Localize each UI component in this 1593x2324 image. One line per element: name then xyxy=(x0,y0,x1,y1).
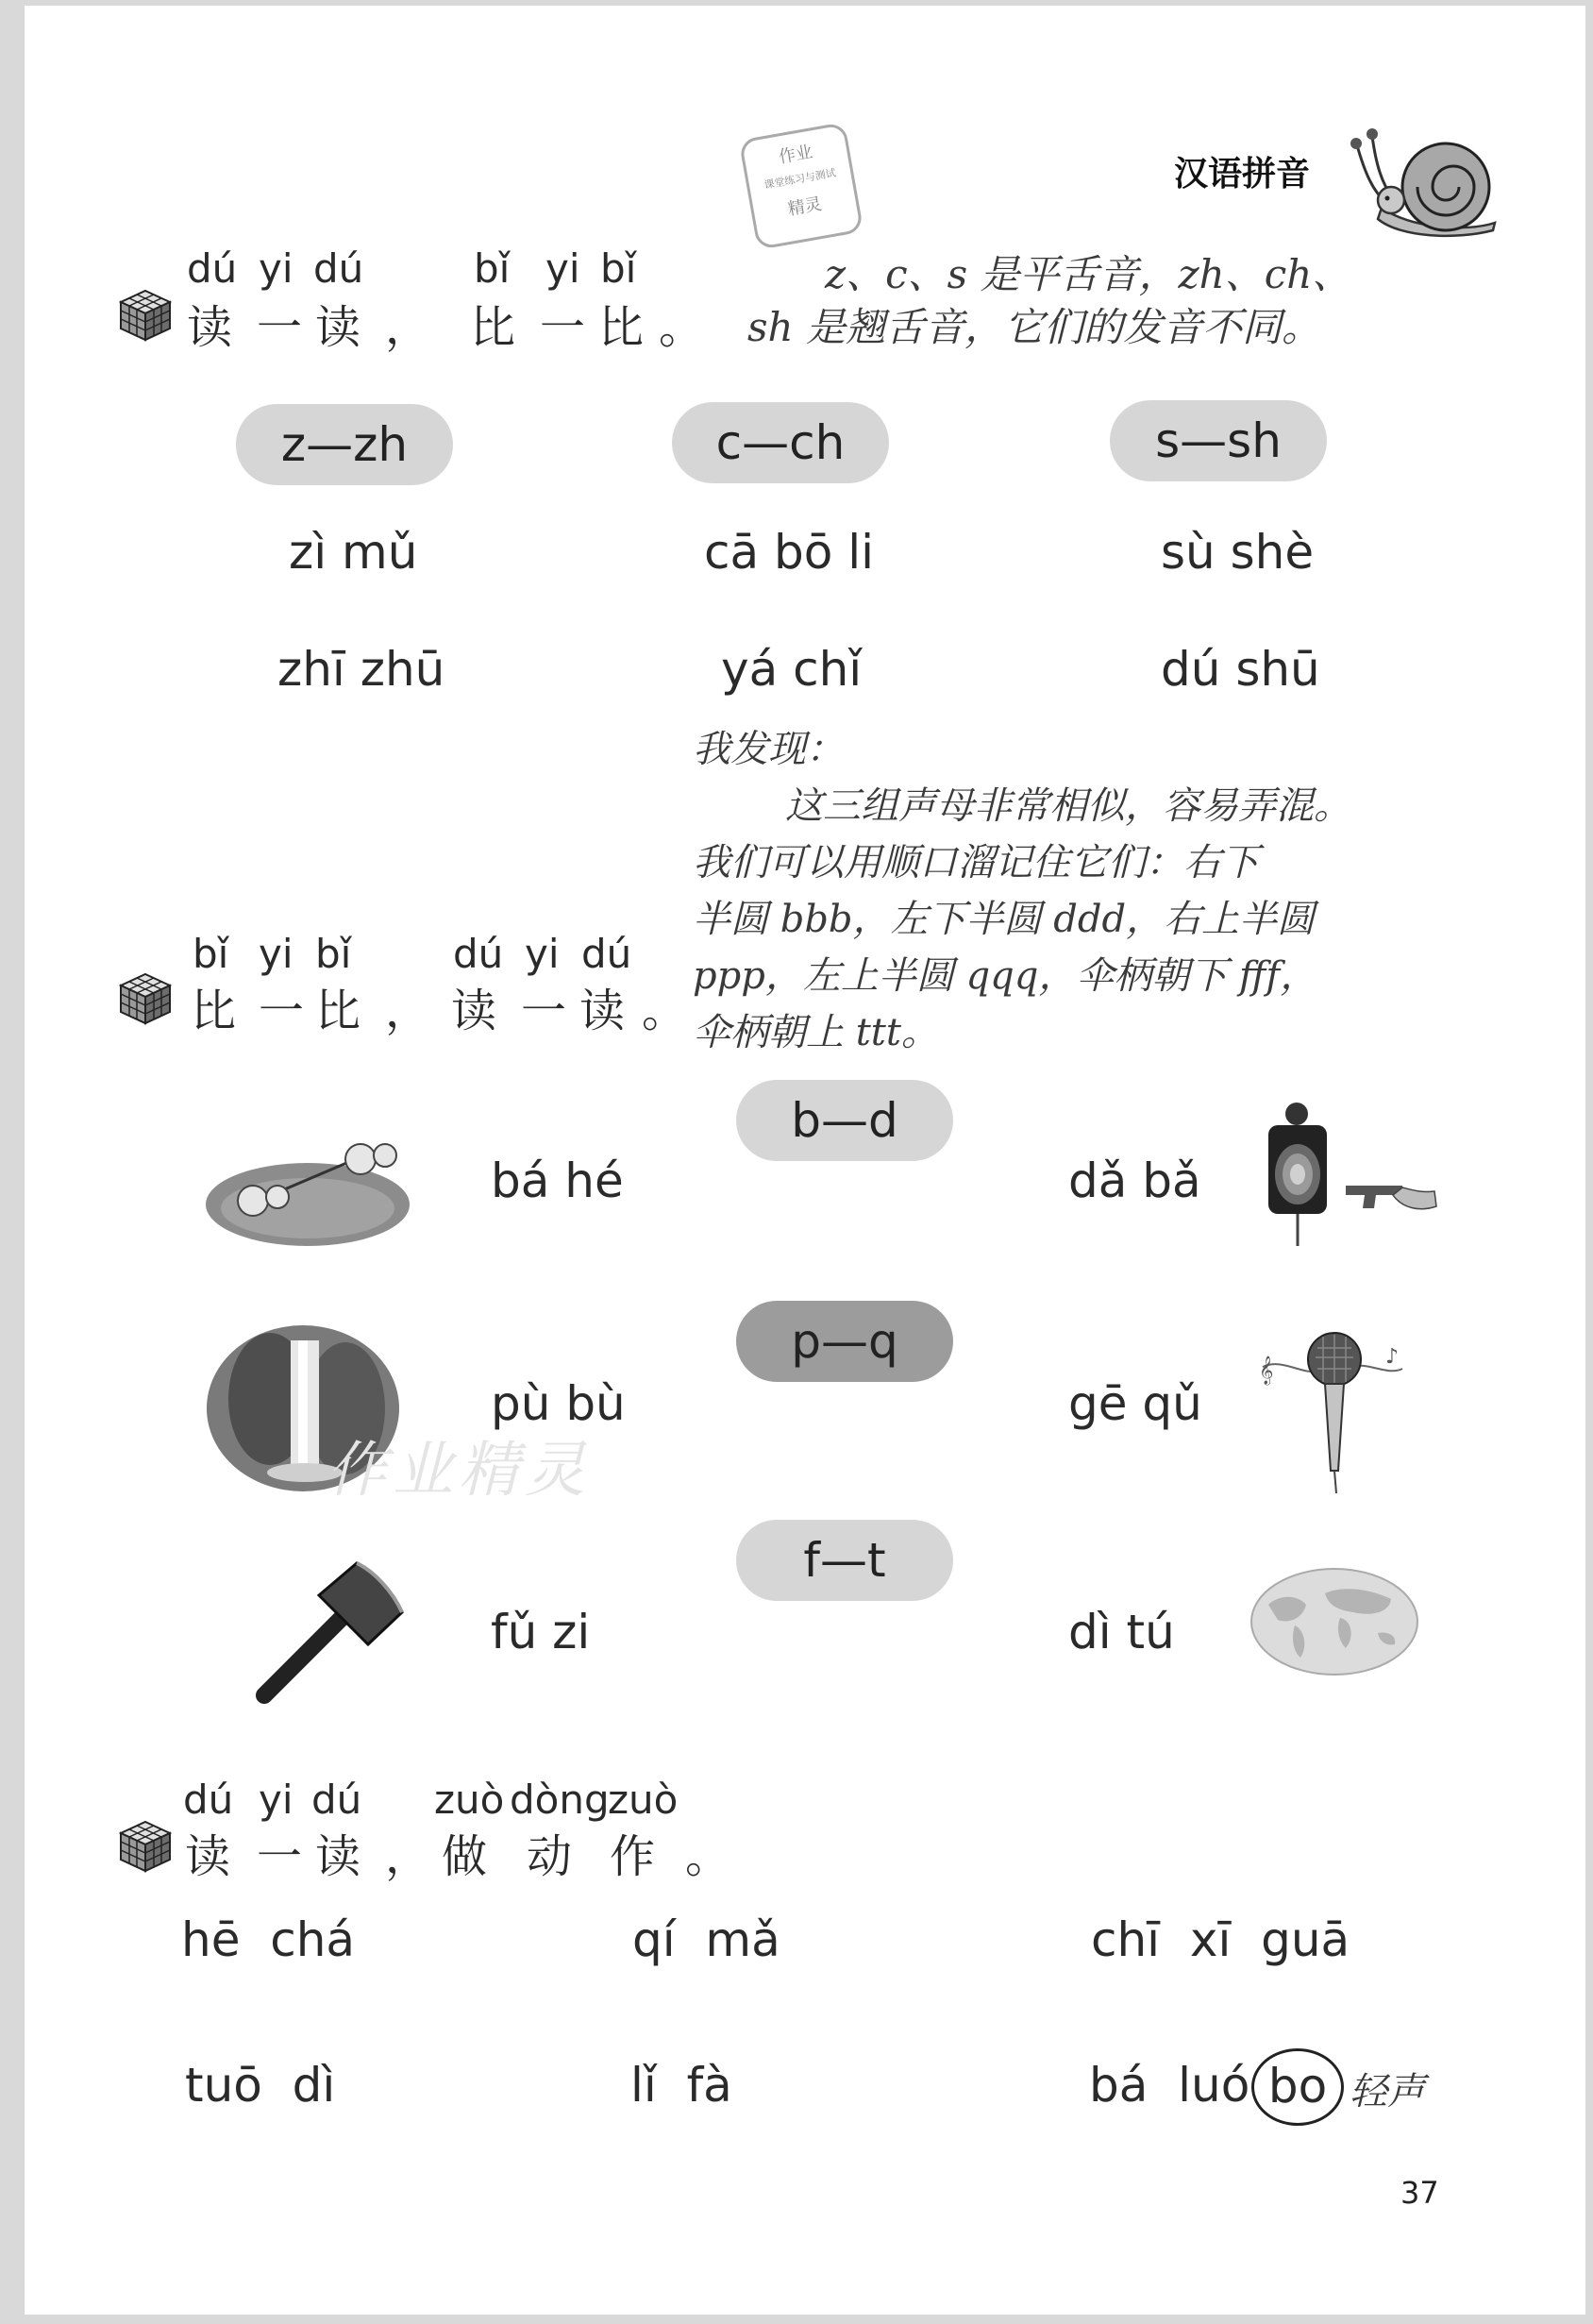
svg-text:♪: ♪ xyxy=(1385,1345,1400,1369)
world-map-icon xyxy=(1249,1567,1419,1676)
word-pu-bu: pù bù xyxy=(491,1376,626,1431)
note-line-2: sh 是翘舌音，它们的发音不同。 xyxy=(747,304,1321,350)
pair-pill-b-d: b—d xyxy=(736,1080,953,1161)
pair-pill-s-sh: s—sh xyxy=(1110,400,1327,481)
tone-note: 轻声 xyxy=(1350,2070,1425,2113)
word-du-shu: dú shū xyxy=(1161,642,1320,697)
note-line-1: z、c、s 是平舌音，zh、ch、 xyxy=(825,251,1352,297)
word-chi-xi-gua: chī xī guā xyxy=(1091,1912,1350,1967)
word-ca-bo-li: cā bō li xyxy=(704,525,875,580)
word-ba-luo: bá luó xyxy=(1089,2058,1250,2113)
word-zhi-zhu: zhī zhū xyxy=(277,642,445,697)
discovery-title: 我发现： xyxy=(693,728,844,771)
microphone-music-icon xyxy=(1255,1329,1406,1495)
discovery-line-4: ppp，左上半圆 qqq，伞柄朝下 fff， xyxy=(693,954,1318,998)
chicks-tug-of-war-icon xyxy=(204,1114,411,1252)
pair-pill-c-ch: c—ch xyxy=(672,402,889,483)
rubiks-cube-icon xyxy=(119,289,172,342)
discovery-line-1: 这三组声母非常相似，容易弄混。 xyxy=(785,784,1351,828)
word-da-ba: dǎ bǎ xyxy=(1068,1154,1201,1208)
target-and-pistol-icon xyxy=(1251,1097,1440,1248)
word-ya-chi: yá chǐ xyxy=(721,642,863,697)
discovery-line-5: 伞柄朝上 ttt。 xyxy=(693,1011,939,1054)
word-he-cha: hē chá xyxy=(181,1912,356,1967)
word-ge-qu: gē qǔ xyxy=(1068,1376,1202,1431)
word-li-fa: lǐ fà xyxy=(630,2058,732,2113)
word-zi-mu: zì mǔ xyxy=(289,525,418,580)
discovery-line-3: 半圆 bbb，左下半圆 ddd，右上半圆 xyxy=(693,898,1316,941)
axe-icon xyxy=(251,1558,411,1709)
pair-pill-f-t: f—t xyxy=(736,1520,953,1601)
rubiks-cube-icon xyxy=(119,972,172,1025)
workbook-page: 汉语拼音 作业 课堂练习与测试 精灵 dú yi dú bǐ yi bǐ 读 一 读 ， 比 一 比 。 z、c、s 是平舌音，zh、ch、 sh 是翘舌音，它们的发音不同。 z—zh c—ch s—sh zì mǔ cā bō li sù shè zhī zhū yá chǐ dú shū 我发现： 这三组声母非常相似，容易弄混。 我们可以用顺口溜记住它们：右下 半圆 bbb，左下半圆 ddd，右上半圆 ppp，左上半圆 qqq，伞柄朝下 fff， 伞柄朝上 ttt。 bǐ yi bǐ dú yi dú 比 一 比 ， 读 一 读 。 bá hé b—d dǎ bǎ pù bù 作业精灵 p—q gē qǔ 𝄞 ♪ fǔ zi f—t dì tú dú yi dú zuò dòng zuò 读 一 读 ， 做 动 作 。 hē chá qí mǎ chī xī guā tuō dì lǐ fà bá luó bo 轻声 37 xyxy=(25,6,1585,2315)
word-tuo-di: tuō dì xyxy=(185,2058,336,2113)
watermark-text: 作业精灵 xyxy=(327,1436,591,1506)
svg-text:𝄞: 𝄞 xyxy=(1259,1356,1274,1385)
rubiks-cube-icon xyxy=(119,1820,172,1873)
snail-icon xyxy=(1344,117,1506,242)
word-di-tu: dì tú xyxy=(1068,1605,1175,1659)
header-title: 汉语拼音 xyxy=(1174,154,1311,194)
discovery-line-2: 我们可以用顺口溜记住它们：右下 xyxy=(693,841,1259,884)
pair-pill-z-zh: z—zh xyxy=(236,404,453,485)
circled-syllable: bo xyxy=(1251,2048,1344,2126)
word-ba-he: bá hé xyxy=(491,1154,624,1208)
word-su-she: sù shè xyxy=(1161,525,1315,580)
page-number: 37 xyxy=(1400,2175,1439,2211)
stamp-badge: 作业 课堂练习与测试 精灵 xyxy=(739,122,864,250)
word-fu-zi: fǔ zi xyxy=(491,1605,591,1659)
word-qi-ma: qí mǎ xyxy=(632,1912,780,1967)
pair-pill-p-q: p—q xyxy=(736,1301,953,1382)
